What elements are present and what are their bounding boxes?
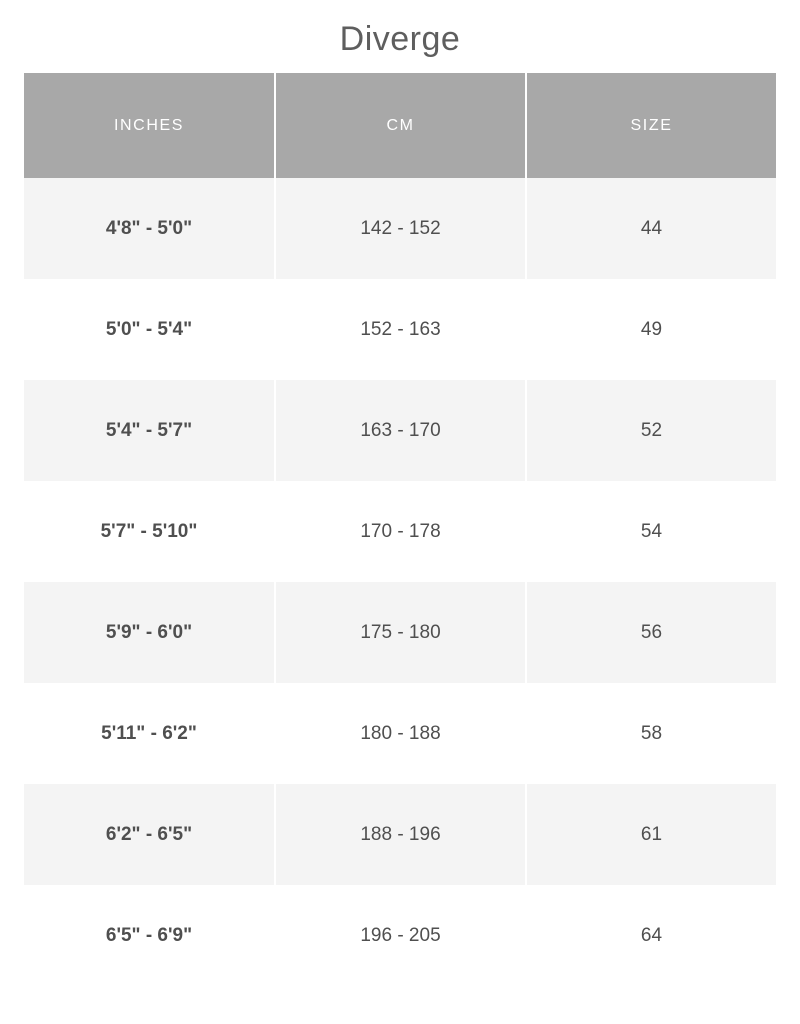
table-row (24, 582, 776, 683)
cell-inches: 5'4" - 5'7" (24, 380, 275, 481)
cell-inches: 4'8" - 5'0" (24, 178, 275, 279)
cell-size: 44 (526, 178, 776, 279)
table-row (24, 380, 776, 481)
cell-inches: 6'2" - 6'5" (24, 784, 275, 885)
column-header-inches: INCHES (24, 73, 275, 178)
table-header (24, 73, 776, 178)
cell-inches: 5'11" - 6'2" (24, 683, 275, 784)
cell-inches: 5'7" - 5'10" (24, 481, 275, 582)
table-row (24, 683, 776, 784)
cell-cm: 152 - 163 (275, 279, 526, 380)
cell-cm: 180 - 188 (275, 683, 526, 784)
cell-cm: 196 - 205 (275, 885, 526, 986)
cell-cm: 188 - 196 (275, 784, 526, 885)
cell-size: 49 (526, 279, 776, 380)
table-body (24, 178, 776, 986)
cell-cm: 170 - 178 (275, 481, 526, 582)
cell-size: 64 (526, 885, 776, 986)
cell-inches: 5'0" - 5'4" (24, 279, 275, 380)
table-row (24, 784, 776, 885)
table-row (24, 481, 776, 582)
table-row (24, 178, 776, 279)
cell-cm: 163 - 170 (275, 380, 526, 481)
size-chart-table (24, 73, 776, 986)
cell-size: 56 (526, 582, 776, 683)
cell-inches: 5'9" - 6'0" (24, 582, 275, 683)
column-header-size: SIZE (526, 73, 776, 178)
table-header-row (24, 73, 776, 178)
table-row (24, 279, 776, 380)
cell-size: 54 (526, 481, 776, 582)
cell-cm: 142 - 152 (275, 178, 526, 279)
page-title: Diverge (339, 20, 461, 58)
cell-cm: 175 - 180 (275, 582, 526, 683)
table-row (24, 885, 776, 986)
column-header-cm: CM (275, 73, 526, 178)
size-chart-table-wrapper (24, 73, 776, 986)
cell-size: 58 (526, 683, 776, 784)
cell-size: 61 (526, 784, 776, 885)
cell-inches: 6'5" - 6'9" (24, 885, 275, 986)
cell-size: 52 (526, 380, 776, 481)
